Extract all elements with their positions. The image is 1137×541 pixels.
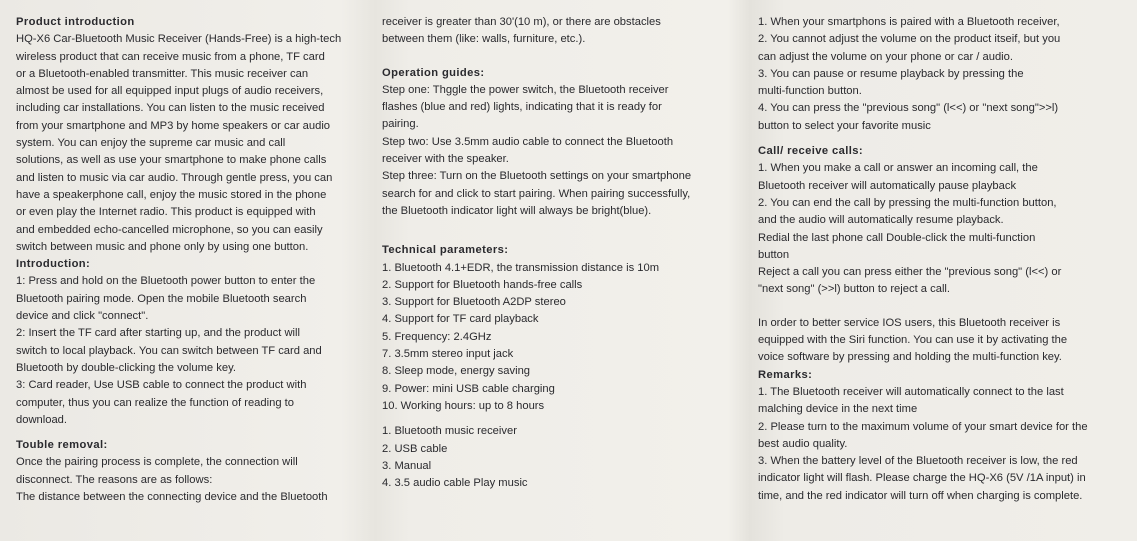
text-line: HQ-X6 Car-Bluetooth Music Receiver (Hands-Free) is a high-tech [16,33,342,46]
column-left [16,14,361,506]
text-line: 2. You can end the call by pressing the multi-function button, [758,196,1057,209]
text-line: 3. Support for Bluetooth A2DP stereo [382,296,566,309]
text-line: button [758,248,790,261]
text-line: Step one: Thggle the power switch, the Bluetooth receiver [382,83,669,96]
text-line: wireless product that can receive music from a phone, TF card [16,50,325,63]
text-line: malching device in the next time [758,403,918,416]
text-line: equipped with the Siri function. You can use it by activating the [758,334,1068,347]
text-line: 4. Support for TF card playback [382,313,539,326]
text-line: 9. Power: mini USB cable charging [382,382,555,395]
text-line: 3. When the battery level of the Bluetooth receiver is low, the red [758,455,1078,468]
text-line: 1: Press and hold on the Bluetooth power button to enter the [16,275,316,288]
text-line: from your smartphone and MP3 by home speakers or car audio [16,119,331,132]
text-line: 3. Manual [382,459,432,472]
text-line: 2. USB cable [382,442,448,455]
text-line: disconnect. The reasons are as follows: [16,473,213,486]
technical-parameters-list [382,260,732,416]
text-line: computer, thus you can realize the function of reading to [16,396,294,409]
text-line: Reject a call you can press either the "previous song" (l<<) or [758,266,1062,279]
text-line: receiver is greater than 30'(10 m), or there are obstacles [382,16,661,28]
text-line: have a speakerphone call, enjoy the music stored in the phone [16,188,327,201]
text-line: 7. 3.5mm stereo input jack [382,348,514,361]
text-line: flashes (blue and red) lights, indicating that it is ready for [382,101,662,114]
text-line: 2. You cannot adjust the volume on the product itseif, but you [758,33,1061,46]
text-line: 1. Bluetooth 4.1+EDR, the transmission distance is 10m [382,261,660,274]
remarks-text [758,384,1118,505]
text-line: system. You can enjoy the supreme car music and call [16,137,286,150]
text-line: and the audio will automatically resume playback. [758,214,1004,227]
text-line: 8. Sleep mode, energy saving [382,365,531,378]
text-line: can adjust the volume on your phone or car / audio. [758,50,1013,63]
text-line: "next song" (>>l) button to reject a call. [758,283,951,296]
text-line: 3. You can pause or resume playback by pressing the [758,67,1024,80]
text-line: 10. Working hours: up to 8 hours [382,399,545,412]
text-line: and embedded echo-cancelled microphone, so you can easily [16,223,323,236]
text-line: switch between music and phone only by using one button. [16,240,309,253]
text-line: download. [16,413,68,426]
text-line: or a Bluetooth-enabled transmitter. This music receiver can [16,67,309,80]
text-line: 3: Card reader, Use USB cable to connect the product with [16,379,307,392]
text-line: the Bluetooth indicator light will always be bright(blue). [382,204,652,217]
operation-guides-heading: Operation guides: [382,66,485,79]
text-line: 1. The Bluetooth receiver will automatically connect to the last [758,385,1064,398]
text-line: best audio quality. [758,437,848,450]
text-line: Bluetooth receiver will automatically pause playback [758,179,1017,192]
text-line: indicator light will flash. Please charge the HQ-X6 (5V /1A input) in [758,472,1086,485]
text-line: button to select your favorite music [758,119,931,132]
text-line: 1. When your smartphons is paired with a Bluetooth receiver, [758,16,1060,28]
product-introduction-text [16,31,361,256]
text-line: voice software by pressing and holding the multi-function key. [758,351,1062,364]
text-line: Bluetooth pairing mode. Open the mobile Bluetooth search [16,292,307,305]
text-line: device and click "connect". [16,310,149,323]
text-line: 5. Frequency: 2.4GHz [382,330,492,343]
technical-parameters-heading: Technical parameters: [382,244,509,257]
text-line: pairing. [382,118,419,131]
text-line: almost be used for all equipped input plugs of audio receivers, [16,85,324,98]
text-line: 1. When you make a call or answer an incoming call, the [758,162,1038,175]
text-line: 2. Support for Bluetooth hands-free calls [382,278,583,291]
trouble-removal-heading: Touble removal: [16,439,108,452]
text-line: search for and click to start pairing. When pairing successfully, [382,187,691,200]
ios-siri-text [758,315,1118,367]
text-line: 2. Please turn to the maximum volume of your smart device for the [758,420,1088,433]
remarks-heading: Remarks: [758,368,813,381]
text-line: time, and the red indicator will turn off when charging is complete. [758,489,1083,502]
trouble-removal-text [16,454,361,506]
text-line: between them (like: walls, furniture, etc.). [382,33,586,46]
trouble-removal-continued [382,14,732,49]
text-line: switch to local playback. You can switch between TF card and [16,344,322,357]
text-line: 2: Insert the TF card after starting up, and the product will [16,327,300,340]
text-line: multi-function button. [758,85,862,98]
column-middle [382,14,732,492]
text-line: Once the pairing process is complete, the connection will [16,456,298,469]
introduction-heading: Introduction: [16,258,91,271]
text-line: 4. You can press the "previous song" (l<<) or "next song">>l) [758,102,1059,115]
text-line: The distance between the connecting device and the Bluetooth [16,491,328,504]
text-line: Step three: Turn on the Bluetooth settings on your smartphone [382,170,692,183]
text-line: including car installations. You can listen to the music received [16,102,325,115]
operation-guides-text [382,82,732,220]
volume-controls-text [758,14,1118,135]
text-line: Step two: Use 3.5mm audio cable to connect the Bluetooth [382,135,674,148]
call-receive-text [758,160,1118,298]
introduction-text [16,273,361,429]
text-line: Redial the last phone call Double-click the multi-function [758,231,1036,244]
text-line: receiver with the speaker. [382,153,509,166]
package-contents-list [382,423,732,492]
text-line: solutions, as well as use your smartphone to make phone calls [16,154,327,167]
text-line: In order to better service IOS users, this Bluetooth receiver is [758,316,1061,329]
text-line: Bluetooth by double-clicking the volume key. [16,361,236,374]
column-right [758,14,1118,505]
text-line: or even play the Internet radio. This product is equipped with [16,206,316,219]
product-introduction-heading: Product introduction [16,16,135,28]
text-line: 4. 3.5 audio cable Play music [382,477,528,490]
call-receive-heading: Call/ receive calls: [758,145,864,158]
text-line: 1. Bluetooth music receiver [382,425,517,438]
text-line: and listen to music via car audio. Through gentle press, you can [16,171,333,184]
